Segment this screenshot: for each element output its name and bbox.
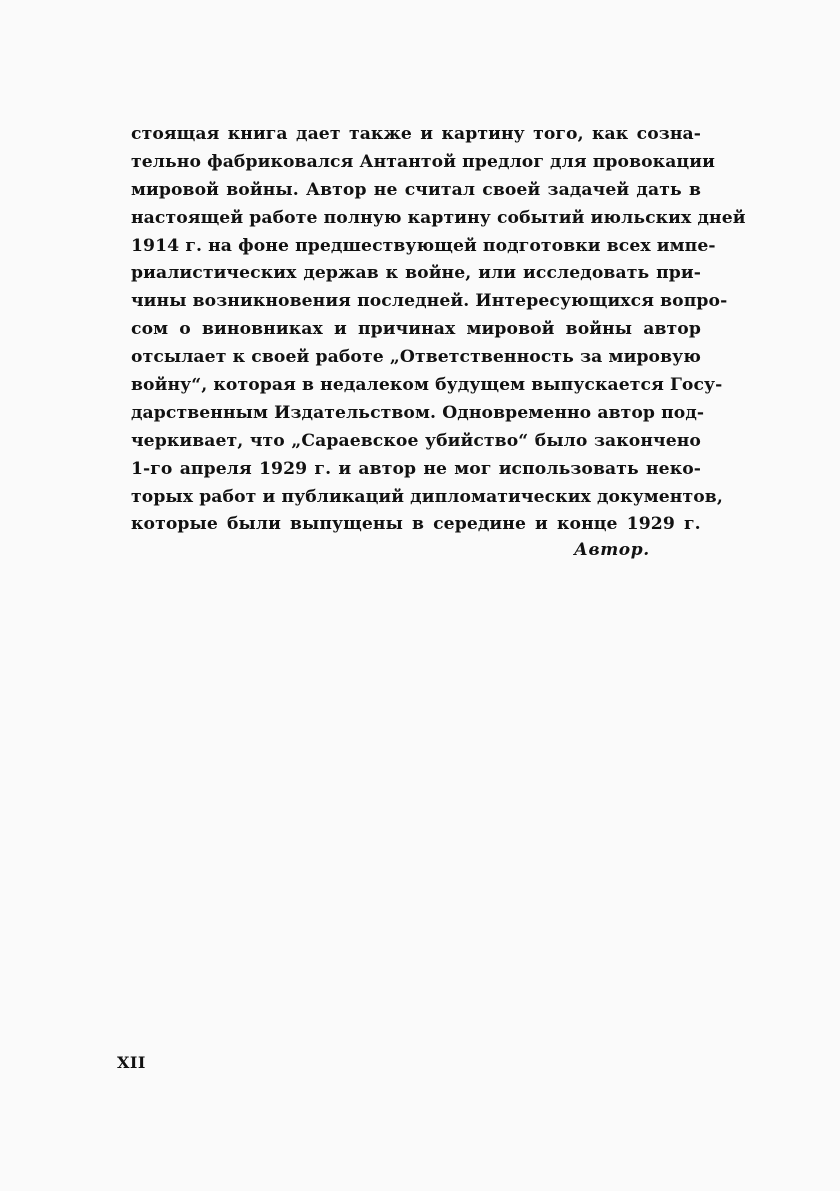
text-line: торых работ и публикаций дипломатических документов,: [131, 486, 723, 507]
author-signature: Автор.: [574, 540, 650, 560]
text-line: тельно фабриковался Антантой предлог для провокации: [131, 151, 715, 172]
text-line: отсылает к своей работе „Ответственность за мировую: [131, 347, 701, 368]
text-line: мировой войны. Автор не считал своей задачей дать в: [131, 179, 701, 200]
text-line: войну“, которая в недалеком будущем выпускается Госу-: [131, 375, 723, 396]
text-line: дарственным Издательством. Одновременно автор под-: [131, 402, 705, 423]
body-text: [131, 121, 746, 539]
text-line: стоящая книга дает также и картину того, как созна-: [131, 124, 701, 144]
text-line: черкивает, что „Сараевское убийство“ было закончено: [131, 430, 701, 451]
text-line: риалистических держав к войне, или исследовать при-: [131, 263, 701, 284]
text-line: которые были выпущены в середине и конце 1929 г.: [131, 514, 701, 535]
text-line: сом о виновниках и причинах мировой войны автор: [131, 319, 701, 340]
page-number: XII: [117, 1053, 146, 1072]
text-line: настоящей работе полную картину событий июльских дней: [131, 207, 746, 228]
text-line: чины возникновения последней. Интересующихся вопро-: [131, 291, 728, 312]
text-line: 1914 г. на фоне предшествующей подготовки всех импе-: [131, 235, 716, 256]
text-line: 1-го апреля 1929 г. и автор не мог использовать неко-: [131, 458, 701, 479]
